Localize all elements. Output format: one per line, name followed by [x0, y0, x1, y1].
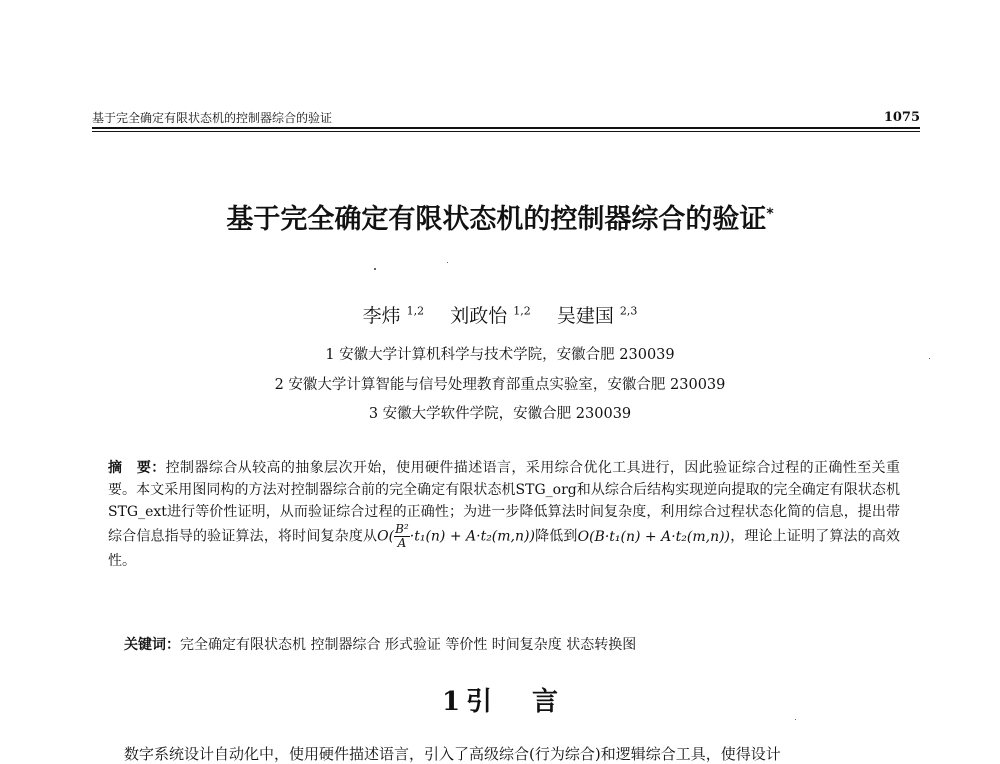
section-number: 1	[441, 687, 461, 717]
affiliation-line: 3 安徽大学软件学院，安徽合肥 230039	[368, 406, 632, 422]
body-paragraph: 数字系统设计自动化中，使用硬件描述语言，引入了高级综合(行为综合)和逻辑综合工具，使得设计	[124, 745, 781, 763]
paper-title-text: 基于完全确定有限状态机的控制器综合的验证	[226, 204, 767, 235]
scan-speck	[447, 262, 448, 263]
scan-speck	[374, 268, 376, 270]
author-name: 刘政怡	[450, 305, 508, 328]
author-name: 李炜	[362, 305, 401, 328]
author	[363, 305, 425, 327]
section-heading	[0, 686, 1000, 718]
abstract-text-end: ，理论上证明了算法的高效性。	[108, 528, 901, 569]
header-rule-thin	[92, 131, 920, 132]
affiliation-line: 2 安徽大学计算智能与信号处理教育部重点实验室，安徽合肥 230039	[274, 377, 726, 393]
page-number: 1075	[883, 110, 920, 125]
complexity-formula-before	[377, 523, 535, 550]
fraction-numerator: B²	[395, 522, 409, 536]
scan-speck	[795, 719, 796, 720]
author-affiliation-mark: 1,2	[513, 305, 531, 318]
scan-speck	[929, 358, 930, 359]
formula-prefix: O(	[377, 528, 395, 545]
keywords-label: 关键词：	[124, 637, 180, 653]
abstract-text: 控制器综合从较高的抽象层次开始，使用硬件描述语言，采用综合优化工具进行，因此验证综合过程的正确性至关重要。本文采用图同构的方法对控制器综合前的完全确定有限状态机STG_org和从综合后结构实现逆向提取的完全确定有限状态机STG_ext进行等价性证明，从而验证综合过程的正确性；为进一步降低算法时间复杂度，利用综合过程状态化简的信息，提出带综合信息指导的验证算法，将时间复杂度从	[108, 460, 901, 545]
author-name: 吴建国	[556, 305, 614, 328]
author-affiliation-mark: 2,3	[619, 305, 638, 318]
keywords-text: 完全确定有限状态机 控制器综合 形式验证 等价性 时间复杂度 状态转换图	[180, 637, 637, 653]
fraction-denominator: A	[397, 536, 407, 550]
abstract-text-middle: 降低到	[534, 528, 578, 545]
affiliation-line: 1 安徽大学计算机科学与技术学院，安徽合肥 230039	[325, 347, 675, 363]
paper-title	[0, 197, 1000, 237]
formula-suffix: ·t₁(n) + A·t₂(m,n))	[409, 528, 535, 545]
header-rule	[92, 127, 920, 129]
author	[450, 305, 531, 327]
complexity-formula-after: O(B·t₁(n) + A·t₂(m,n))	[577, 528, 731, 545]
formula-fraction	[394, 523, 410, 550]
author-list	[0, 299, 1000, 329]
author	[557, 305, 638, 327]
abstract	[108, 457, 900, 572]
section-title-a: 引	[466, 687, 493, 717]
running-header-title: 基于完全确定有限状态机的控制器综合的验证	[92, 111, 333, 125]
title-footnote-mark: *	[766, 206, 774, 222]
abstract-label: 摘 要：	[108, 460, 166, 476]
keywords	[124, 636, 636, 654]
section-title-b: 言	[532, 687, 559, 717]
author-affiliation-mark: 1,2	[406, 305, 425, 318]
